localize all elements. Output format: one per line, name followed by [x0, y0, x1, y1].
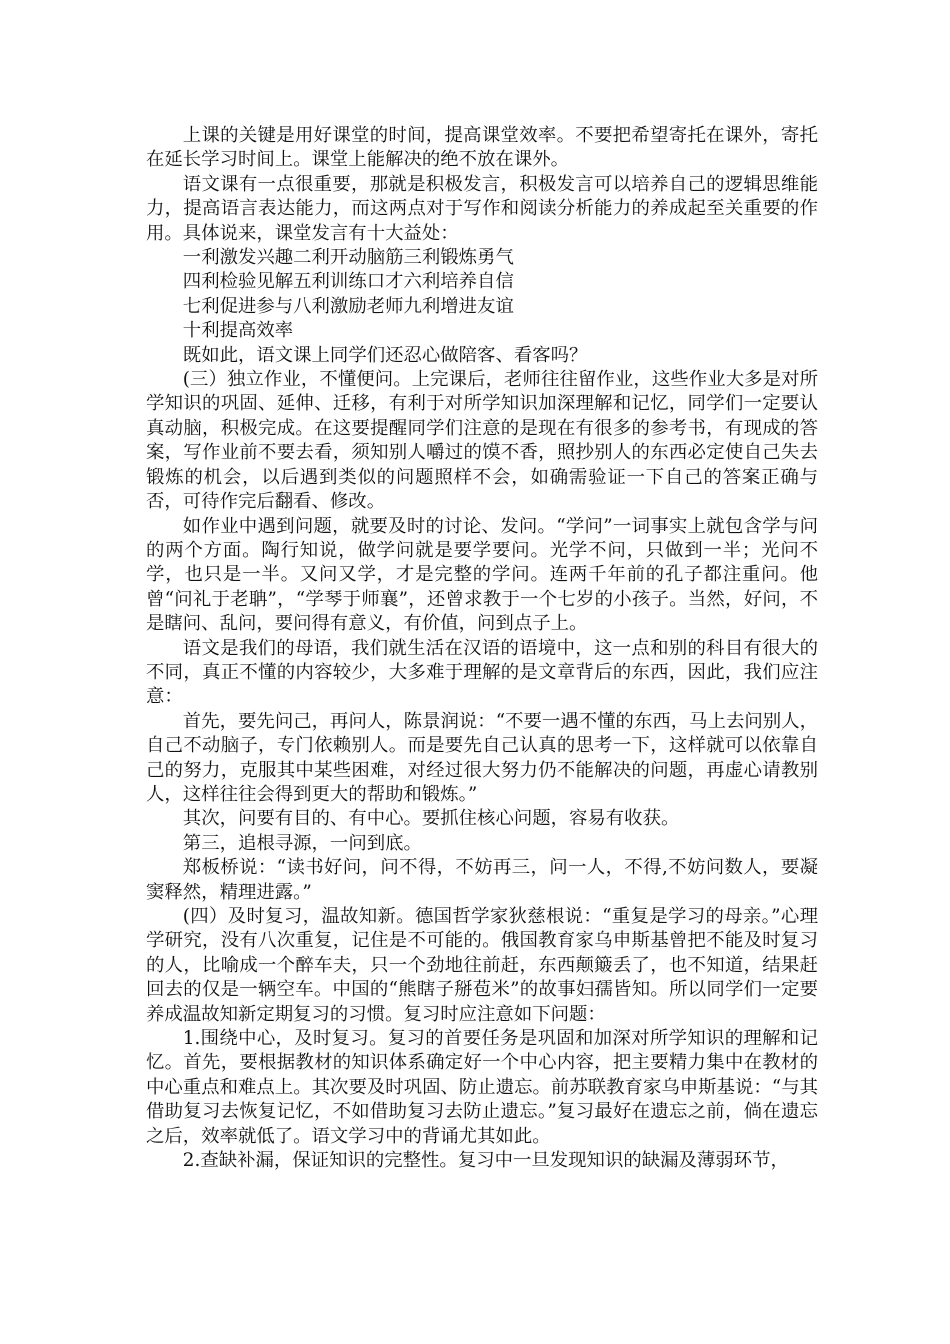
paragraph: 语文课有一点很重要，那就是积极发言，积极发言可以培养自己的逻辑思维能力，提高语言表达能力，而这两点对于写作和阅读分析能力的养成起至关重要的作用。具体说来，课堂发言有十大益处： — [146, 173, 818, 244]
paragraph: 既如此，语文课上同学们还忍心做陪客、看客吗？ — [182, 344, 588, 366]
document-page — [146, 124, 818, 1173]
paragraph: 首先，要先问己，再问人，陈景润说：“不要一遇不懂的东西，马上去问别人，自己不动脑子，专门依赖别人。而是要先自己认真的思考一下，这样就可以依靠自己的努力，克服其中某些困难，对经过很大努力仍不能解决的问题，再虚心请教别人，这样往往会得到更大的帮助和锻炼。” — [146, 710, 818, 805]
benefit-line: 七利促进参与八利激励老师九利增进友谊 — [182, 295, 514, 317]
benefit-line: 四利检验见解五利训练口才六利培养自信 — [182, 271, 514, 293]
paragraph: 上课的关键是用好课堂的时间，提高课堂效率。不要把希望寄托在课外，寄托在延长学习时间上。课堂上能解决的绝不放在课外。 — [146, 125, 818, 171]
paragraph: (三）独立作业，不懂便问。上完课后，老师往往留作业，这些作业大多是对所学知识的巩固、延伸、迁移，有利于对所学知识加深理解和记忆，同学们一定要认真动脑，积极完成。在这要提醒同学们注意的是现在有很多的参考书，有现成的答案，写作业前不要去看，须知别人嚼过的馍不香，照抄别人的东西必定使自己失去锻炼的机会，以后遇到类似的问题照样不会，如确需验证一下自己的答案正确与否，可待作完后翻看、修改。 — [146, 369, 818, 513]
paragraph: 郑板桥说：“读书好问，问不得，不妨再三，问一人，不得,不妨问数人，要凝窦释然，精理进露。” — [146, 857, 818, 903]
benefit-line: 一利激发兴趣二利开动脑筋三利锻炼勇气 — [182, 247, 514, 269]
paragraph: 语文是我们的母语，我们就生活在汉语的语境中，这一点和别的科目有很大的不同，真正不懂的内容较少，大多难于理解的是文章背后的东西，因此，我们应注意： — [146, 637, 818, 708]
paragraph: (四）及时复习，温故知新。德国哲学家狄慈根说：“重复是学习的母亲。”心理学研究，没有八次重复，记住是不可能的。俄国教育家乌申斯基曾把不能及时复习的人，比喻成一个醉车夫，只一个劲地往前赶，东西颠簸丢了，也不知道，结果赶回去的仅是一辆空车。中国的“熊瞎子掰苞米”的故事妇孺皆知。所以同学们一定要养成温故知新定期复习的习惯。复习时应注意如下问题： — [146, 906, 818, 1025]
paragraph: 第三，追根寻源，一问到底。 — [182, 832, 422, 854]
paragraph: 1.围绕中心，及时复习。复习的首要任务是巩固和加深对所学知识的理解和记忆。首先，要根据教材的知识体系确定好一个中心内容，把主要精力集中在教材的中心重点和难点上。其次要及时巩固、防止遗忘。前苏联教育家乌申斯基说：“与其借助复习去恢复记忆，不如借助复习去防止遗忘。”复习最好在遗忘之前，倘在遗忘之后，效率就低了。语文学习中的背诵尤其如此。 — [146, 1028, 818, 1147]
paragraph: 2.查缺补漏，保证知识的完整性。复习中一旦发现知识的缺漏及薄弱环节， — [182, 1150, 789, 1172]
paragraph: 如作业中遇到问题，就要及时的讨论、发问。“学问”一词事实上就包含学与问的两个方面。陶行知说，做学问就是要学要问。光学不问，只做到一半；光问不学，也只是一半。又问又学，才是完整的学问。连两千年前的孔子都注重问。他曾“问礼于老聃”，“学琴于师襄”，还曾求教于一个七岁的小孩子。当然，好问，不是瞎问、乱问，要问得有意义，有价值，问到点子上。 — [146, 515, 818, 635]
benefit-line: 十利提高效率 — [182, 320, 294, 342]
paragraph: 其次，问要有目的、有中心。要抓住核心问题，容易有收获。 — [182, 808, 680, 830]
